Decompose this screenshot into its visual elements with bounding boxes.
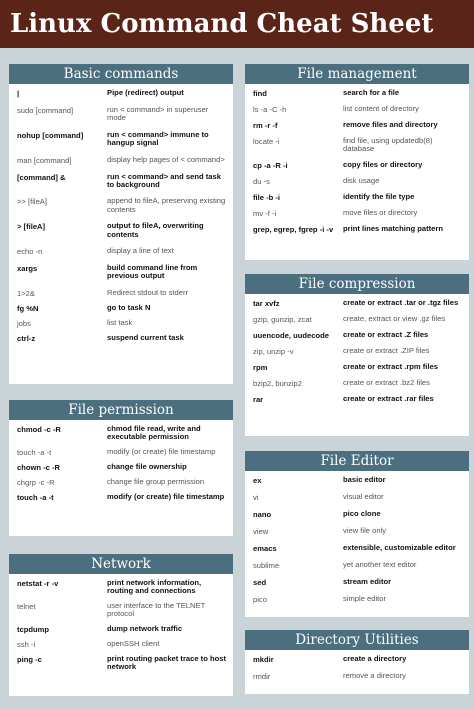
command-row	[253, 345, 463, 356]
section-management	[245, 64, 469, 260]
command-description: display help pages of < command>	[107, 154, 225, 164]
section-body	[9, 420, 233, 502]
command-name: rmdir	[253, 672, 271, 681]
command-description: chmod file read, write and executable permission	[107, 424, 201, 442]
section-body	[9, 84, 233, 343]
command-row	[17, 245, 227, 256]
command-description: list content of directory	[343, 104, 419, 113]
command-description: disk usage	[343, 175, 380, 185]
command-description: move files or directory	[343, 207, 418, 217]
command-row	[253, 159, 463, 170]
section-title: Directory Utilities	[245, 630, 469, 650]
section-directory	[245, 630, 469, 694]
command-description: extensible, customizable editor	[343, 543, 456, 552]
command-name: file -b -i	[253, 192, 280, 202]
command-name: netstat -r -v	[17, 579, 59, 588]
command-row	[17, 476, 227, 487]
section-permission	[9, 400, 233, 536]
command-description: create or extract .rar files	[343, 394, 434, 403]
section-body	[245, 84, 469, 234]
command-name: fg %N	[17, 303, 39, 313]
command-row	[17, 491, 227, 502]
command-description: copy files or directory	[343, 159, 423, 169]
command-description: print network information, routing and connections	[107, 578, 202, 596]
command-row	[17, 638, 227, 649]
command-name: touch -a -t	[17, 447, 52, 457]
command-name: sudo [command]	[17, 106, 74, 115]
command-name: > [fileA]	[17, 222, 46, 232]
command-name: nano	[253, 510, 272, 519]
command-name: mv -f -i	[253, 208, 277, 218]
command-description: basic editor	[343, 475, 386, 484]
section-body	[245, 650, 469, 681]
command-description: remove a directory	[343, 671, 406, 680]
command-name: grep, egrep, fgrep -i -v	[253, 224, 334, 234]
page-header	[0, 0, 474, 48]
section-body	[245, 294, 469, 404]
command-description: print routing packet trace to host network	[107, 653, 226, 672]
command-description: create or extract .tar or .tgz files	[343, 298, 459, 307]
command-name: uuencode, uudecode	[253, 331, 329, 340]
command-row	[253, 393, 463, 404]
command-description: dump network traffic	[107, 623, 183, 633]
command-name: [command] &	[17, 172, 66, 182]
command-name: locate -i	[253, 137, 280, 146]
command-description: change file group permission	[107, 476, 205, 486]
command-row	[253, 525, 463, 536]
command-name: emacs	[253, 544, 277, 553]
command-description: display a line of text	[107, 246, 174, 256]
section-body	[9, 574, 233, 671]
command-name: ping -c	[17, 654, 42, 664]
command-description: yet another text editor	[343, 560, 417, 569]
section-basic	[9, 64, 233, 384]
command-description: create a directory	[343, 654, 407, 663]
command-description: run < command> and send task to background	[107, 171, 221, 190]
command-name: tcpdump	[17, 624, 50, 634]
command-name: |	[17, 89, 20, 98]
command-name: ctrl-z	[17, 333, 36, 343]
command-description: search for a file	[343, 88, 400, 97]
command-row	[17, 302, 227, 313]
command-description: suspend current task	[107, 332, 184, 342]
command-row	[17, 600, 227, 619]
command-name: view	[253, 527, 269, 536]
section-title: Basic commands	[9, 64, 233, 84]
command-row	[17, 423, 227, 442]
command-row	[253, 207, 463, 218]
command-row	[253, 474, 463, 485]
command-row	[253, 361, 463, 372]
command-row	[17, 332, 227, 343]
command-row	[253, 297, 463, 308]
command-name: mkdir	[253, 655, 274, 664]
command-description: print lines matching pattern	[343, 223, 443, 233]
command-description: build command line from previous output	[107, 263, 198, 281]
command-description: openSSH client	[107, 638, 160, 648]
section-editor	[245, 451, 469, 617]
command-description: create or extract .Z files	[343, 330, 429, 339]
command-name: zip, unzip -v	[253, 347, 294, 356]
command-description: stream editor	[343, 577, 392, 586]
command-row	[17, 171, 227, 190]
command-row	[253, 576, 463, 587]
command-description: find file, using updatedb(8) database	[343, 136, 433, 154]
command-row	[253, 653, 463, 664]
command-description: go to task N	[107, 302, 151, 312]
command-description: remove files and directory	[343, 120, 438, 129]
command-description: change file ownership	[107, 461, 187, 471]
page-title: Linux Command Cheat Sheet	[10, 9, 434, 39]
command-name: echo -n	[17, 247, 43, 257]
command-description: visual editor	[343, 492, 384, 501]
command-row	[253, 329, 463, 340]
command-row	[17, 195, 227, 214]
command-name: xargs	[17, 264, 38, 274]
command-description: Redirect stdout to stderr	[107, 287, 189, 297]
command-row	[17, 287, 227, 298]
command-name: >> [fileA]	[17, 197, 47, 207]
command-name: nohup [command]	[17, 130, 84, 140]
command-row	[253, 542, 463, 553]
command-row	[253, 491, 463, 502]
command-description: modify (or create) file timestamp	[107, 491, 225, 501]
command-row	[17, 653, 227, 672]
command-description: identify the file type	[343, 191, 415, 201]
command-row	[17, 104, 227, 123]
section-body	[245, 471, 469, 604]
command-description: Pipe (redirect) output	[107, 88, 184, 97]
command-description: create or extract .rpm files	[343, 362, 438, 371]
command-name: sed	[253, 578, 267, 587]
command-row	[17, 220, 227, 239]
command-row	[253, 119, 463, 130]
command-row	[17, 87, 227, 98]
command-name: ls -a -C -h	[253, 105, 287, 114]
command-name: 1>2&	[17, 288, 35, 298]
command-row	[17, 262, 227, 281]
section-title: Network	[9, 554, 233, 574]
section-title: File management	[245, 64, 469, 84]
command-name: cp -a -R -i	[253, 160, 288, 170]
section-compression	[245, 274, 469, 436]
command-name: rpm	[253, 363, 268, 372]
command-name: touch -a -t	[17, 492, 54, 502]
command-name: tar xvfz	[253, 299, 280, 308]
command-row	[253, 559, 463, 570]
command-row	[253, 135, 463, 154]
command-row	[253, 377, 463, 388]
command-name: ex	[253, 476, 262, 485]
command-row	[17, 623, 227, 634]
command-description: output to fileA, overwriting contents	[107, 221, 204, 239]
command-description: run < command> immune to hangup signal	[107, 129, 209, 148]
command-row	[17, 317, 227, 328]
command-row	[253, 223, 463, 234]
command-name: chmod -c -R	[17, 425, 61, 434]
section-network	[9, 554, 233, 696]
command-row	[17, 577, 227, 596]
command-name: rm -r -f	[253, 121, 278, 130]
section-title: File permission	[9, 400, 233, 420]
command-description: run < command> in superuser mode	[107, 105, 209, 123]
command-row	[17, 154, 227, 165]
section-title: File Editor	[245, 451, 469, 471]
command-description: append to fileA, preserving existing contents	[107, 196, 226, 214]
command-name: rar	[253, 395, 264, 404]
command-description: modify (or create) file timestamp	[107, 446, 216, 456]
command-row	[17, 129, 227, 148]
command-row	[253, 103, 463, 114]
command-description: view file only	[343, 526, 387, 535]
command-name: sublime	[253, 561, 280, 570]
command-name: jobs	[17, 318, 31, 328]
command-row	[253, 191, 463, 202]
command-name: vi	[253, 493, 259, 502]
command-description: create, extract or view .gz files	[343, 314, 446, 323]
command-name: chgrp -c -R	[17, 477, 55, 487]
command-name: man [command]	[17, 155, 72, 165]
command-description: create or extract .ZIP files	[343, 346, 430, 355]
command-description: create or extract .bz2 files	[343, 378, 430, 387]
command-row	[253, 313, 463, 324]
command-row	[253, 670, 463, 681]
command-name: telnet	[17, 601, 36, 611]
command-row	[17, 446, 227, 457]
command-description: list task	[107, 317, 133, 327]
section-title: File compression	[245, 274, 469, 294]
command-row	[17, 461, 227, 472]
command-name: du -s	[253, 176, 270, 186]
command-description: user interface to the TELNET protocol	[107, 600, 206, 619]
command-name: pico	[253, 595, 267, 604]
command-row	[253, 593, 463, 604]
command-name: find	[253, 89, 267, 98]
command-description: simple editor	[343, 594, 387, 603]
command-name: chown -c -R	[17, 462, 61, 472]
command-description: pico clone	[343, 509, 381, 518]
command-row	[253, 508, 463, 519]
command-name: gzip, gunzip, zcat	[253, 315, 312, 324]
command-row	[253, 87, 463, 98]
command-row	[253, 175, 463, 186]
command-name: ssh -i	[17, 639, 36, 649]
command-name: bzip2, bunzip2	[253, 379, 302, 388]
